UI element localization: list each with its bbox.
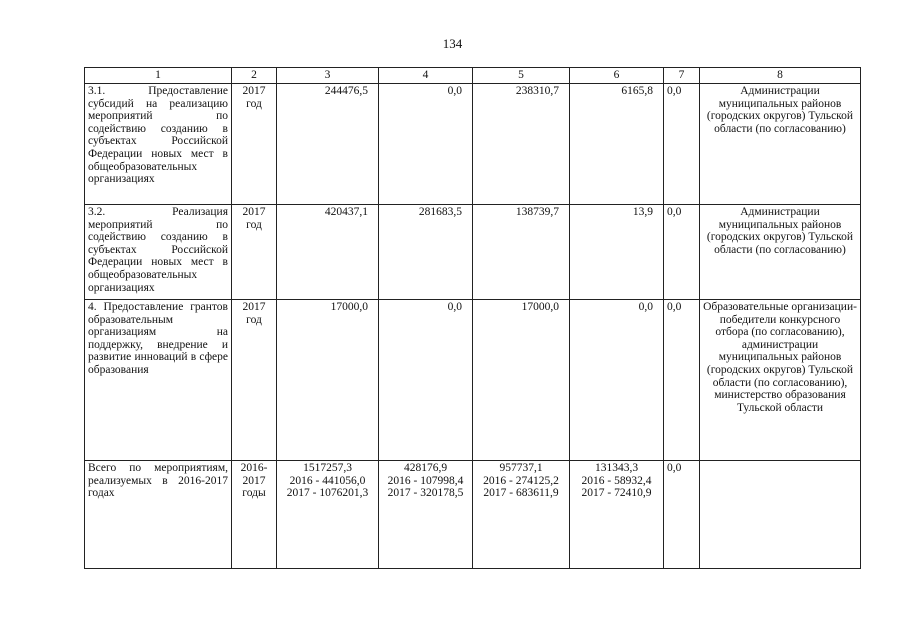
- header-cell: 5: [473, 68, 570, 84]
- table-row: [85, 84, 861, 205]
- other-value: 0,0: [664, 84, 700, 205]
- header-cell: 6: [570, 68, 664, 84]
- federal-value: 0,0: [379, 84, 473, 205]
- page-number: 134: [442, 36, 463, 51]
- year-line: 2017 - 320178,5: [387, 487, 464, 500]
- header-cell: 8: [700, 68, 861, 84]
- municipal-value-breakdown: [570, 461, 664, 569]
- period: 2016-2017 годы: [232, 461, 277, 569]
- year-line: 2016 - 107998,4: [387, 474, 464, 487]
- sum-line: 1517257,3: [303, 462, 352, 474]
- period: 2017 год: [232, 300, 277, 461]
- total-row: [85, 461, 861, 569]
- period: 2017 год: [232, 205, 277, 300]
- period: 2017 год: [232, 84, 277, 205]
- responsible-party: Администрации муниципальных районов (городских округов) Тульской области (по согласованию): [700, 205, 861, 300]
- total-value: 420437,1: [277, 205, 379, 300]
- header-row: [85, 68, 861, 84]
- measure-name: 3.2. Реализация мероприятий по содействию созданию в субъектах Российской Федерации новых мест в общеобразовательных организациях: [85, 205, 232, 300]
- sum-line: 428176,9: [403, 462, 448, 474]
- measure-name: 3.1. Предоставление субсидий на реализацию мероприятий по содействию созданию в субъектах Российской Федерации новых мест в общеобразовательных организациях: [85, 84, 232, 205]
- municipal-value: 6165,8: [570, 84, 664, 205]
- other-value: 0,0: [664, 300, 700, 461]
- year-line: 2017 - 683611,9: [483, 487, 559, 500]
- table-row: [85, 300, 861, 461]
- municipal-value: 0,0: [570, 300, 664, 461]
- regional-value: 238310,7: [473, 84, 570, 205]
- other-value: 0,0: [664, 205, 700, 300]
- header-cell: 2: [232, 68, 277, 84]
- sum-line: 957737,1: [499, 462, 543, 474]
- year-line: 2017 - 1076201,3: [286, 487, 369, 500]
- measures-table: [84, 67, 861, 569]
- total-value: 17000,0: [277, 300, 379, 461]
- year-line: 2016 - 58932,4: [581, 474, 652, 487]
- municipal-value: 13,9: [570, 205, 664, 300]
- header-cell: 4: [379, 68, 473, 84]
- measure-name: 4. Предоставление грантов образовательным организациям на поддержку, внедрение и развитие инноваций в сфере образования: [85, 300, 232, 461]
- table-row: [85, 205, 861, 300]
- year-line: 2016 - 274125,2: [483, 474, 559, 487]
- other-value: 0,0: [664, 461, 700, 569]
- regional-value: 17000,0: [473, 300, 570, 461]
- header-cell: 3: [277, 68, 379, 84]
- responsible-party: Образовательные организации-победители конкурсного отбора (по согласованию), администрации муниципальных районов (городских округов) Тульской области (по согласованию), министерство образования Тульской области: [700, 300, 861, 461]
- responsible-party: [700, 461, 861, 569]
- responsible-party: Администрации муниципальных районов (городских округов) Тульской области (по согласованию): [700, 84, 861, 205]
- measure-name: Всего по мероприятиям, реализуемых в 2016-2017 годах: [85, 461, 232, 569]
- year-line: 2016 - 441056,0: [289, 474, 366, 487]
- total-value: 244476,5: [277, 84, 379, 205]
- federal-value: 0,0: [379, 300, 473, 461]
- federal-value-breakdown: [379, 461, 473, 569]
- regional-value: 138739,7: [473, 205, 570, 300]
- federal-value: 281683,5: [379, 205, 473, 300]
- regional-value-breakdown: [473, 461, 570, 569]
- header-cell: 1: [85, 68, 232, 84]
- year-line: 2017 - 72410,9: [581, 487, 652, 500]
- header-cell: 7: [664, 68, 700, 84]
- total-value-breakdown: [277, 461, 379, 569]
- sum-line: 131343,3: [594, 462, 639, 474]
